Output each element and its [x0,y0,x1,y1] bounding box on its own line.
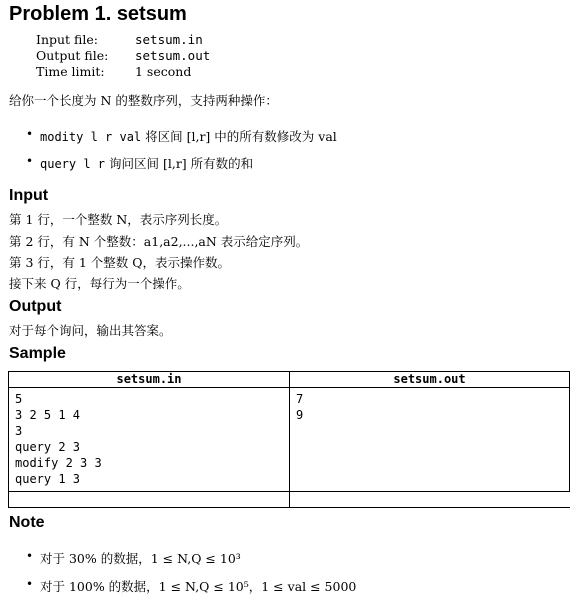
sample-output-line: 9 [296,408,304,422]
sample-output-cell [290,388,569,491]
sample-table [8,371,570,508]
note-heading: Note [9,514,45,531]
sample-empty-cell [290,492,570,508]
input-line: 第 1 行，一个整数 N，表示序列长度。 [9,212,228,227]
sample-output-line: 7 [296,392,304,406]
input-line: 第 3 行，有 1 个整数 Q，表示操作数。 [9,255,231,270]
sample-input-cell [9,388,289,491]
output-file-label: Output file: [36,48,109,63]
bullet-icon: • [26,127,34,141]
bullet-icon: • [26,154,34,168]
operation-item [40,154,253,172]
sample-input-line: query 1 3 [15,472,81,486]
bullet-icon: • [26,549,34,563]
sample-output-header: setsum.out [290,372,570,388]
operation-item [40,127,337,145]
operation-desc: 询问区间 [l,r] 所有数的和 [109,156,254,171]
bullet-icon: • [26,577,34,591]
sample-input-line: modify 2 3 3 [15,456,102,470]
input-line: 接下来 Q 行，每行为一个操作。 [9,276,190,291]
input-heading: Input [9,187,49,204]
input-file-label: Input file: [36,32,98,47]
output-file-value: setsum.out [135,48,211,63]
note-item: 对于 30% 的数据，1 ≤ N,Q ≤ 10³ [40,551,241,566]
note-item: 对于 100% 的数据，1 ≤ N,Q ≤ 10⁵，1 ≤ val ≤ 5000 [40,579,357,594]
time-limit-value: 1 second [135,64,192,79]
operation-desc: 将区间 [l,r] 中的所有数修改为 val [145,129,337,144]
operation-code: query l r [40,157,106,171]
problem-title: Problem 1. setsum [9,3,187,25]
output-heading: Output [9,298,62,315]
input-line: 第 2 行，有 N 个整数：a1,a2,...,aN 表示给定序列。 [9,234,309,249]
input-file-value: setsum.in [135,32,203,47]
intro-text: 给你一个长度为 N 的整数序列，支持两种操作： [9,93,278,108]
sample-input-line: query 2 3 [15,440,81,454]
sample-input-line: 3 [15,424,23,438]
sample-input-line: 3 2 5 1 4 [15,408,81,422]
sample-input-header: setsum.in [9,372,290,388]
output-text: 对于每个询问，输出其答案。 [9,323,172,338]
operation-code: modity l r val [40,130,142,144]
sample-input-line: 5 [15,392,23,406]
sample-heading: Sample [9,345,66,362]
time-limit-label: Time limit: [36,64,105,79]
sample-empty-cell [9,492,290,508]
